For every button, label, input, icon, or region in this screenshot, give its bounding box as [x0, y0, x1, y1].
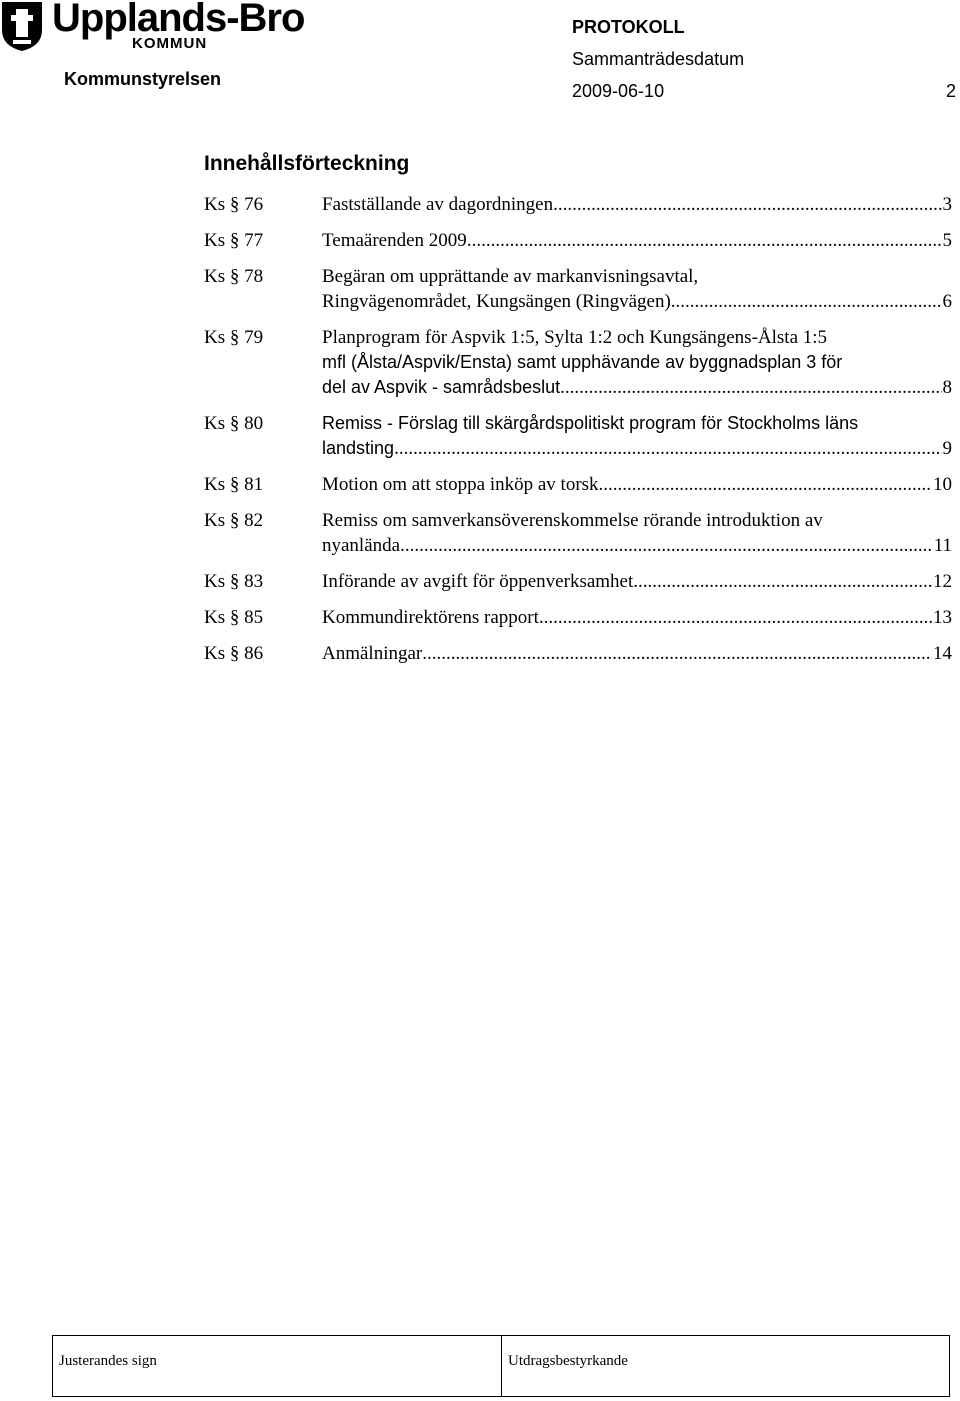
- toc-leader-dots: [633, 569, 932, 594]
- toc-section-number: Ks § 81: [204, 474, 264, 495]
- toc-section-number: Ks § 78: [204, 266, 264, 287]
- toc-entry-title-line: mfl (Ålsta/Aspvik/Ensta) samt upphävande av byggnadsplan 3 för: [322, 352, 843, 372]
- toc-entry[interactable]: [204, 228, 952, 253]
- footer-divider: [501, 1336, 502, 1396]
- toc-entry-title: del av Aspvik - samrådsbeslut: [322, 377, 561, 397]
- logo-subtitle: KOMMUN: [132, 35, 208, 52]
- toc-entry[interactable]: [204, 264, 952, 314]
- toc-entry-body: [322, 472, 952, 497]
- toc-page-number: 6: [942, 291, 952, 312]
- toc-entry-title-line: Begäran om upprättande av markanvisningsavtal,: [322, 266, 699, 287]
- toc-entry[interactable]: [204, 325, 952, 400]
- toc-entry-last-line: [322, 569, 952, 594]
- toc-entry-title: Motion om att stoppa inköp av torsk: [322, 474, 599, 495]
- toc-page-number: 9: [942, 438, 952, 459]
- toc-entry-title: Kommundirektörens rapport: [322, 607, 539, 628]
- coat-of-arms-icon: [0, 0, 44, 52]
- municipality-logo: [0, 0, 305, 56]
- document-type: PROTOKOLL: [572, 17, 685, 37]
- toc-page-number: 13: [933, 607, 952, 628]
- toc-entry-last-line: [322, 533, 952, 558]
- toc-entry-title: nyanlända: [322, 535, 401, 556]
- toc-entry-title: landsting: [322, 438, 395, 458]
- meeting-date: 2009-06-10: [572, 81, 665, 101]
- toc-page-number: 3: [942, 194, 952, 215]
- signature-footer: [52, 1335, 950, 1397]
- toc-section-number: Ks § 76: [204, 194, 264, 215]
- toc-entry[interactable]: [204, 411, 952, 461]
- toc-entry-last-line: [322, 228, 952, 253]
- toc-entry-title: Ringvägenområdet, Kungsängen (Ringvägen): [322, 291, 671, 312]
- toc-page-number: 8: [942, 377, 952, 398]
- toc-leader-dots: [599, 472, 932, 497]
- toc-entry-last-line: [322, 436, 952, 461]
- toc-leader-dots: [400, 533, 933, 558]
- toc-page-number: 14: [933, 643, 952, 664]
- toc-entry-body: [322, 264, 952, 314]
- meeting-date-label: Sammanträdesdatum: [572, 49, 745, 69]
- logo-wordmark: Upplands-Bro: [52, 0, 305, 40]
- toc-entry-body: [322, 228, 952, 253]
- toc-leader-dots: [422, 641, 932, 666]
- toc-entry-body: [322, 508, 952, 558]
- toc-leader-dots: [394, 436, 941, 461]
- toc-section-number: Ks § 80: [204, 413, 264, 434]
- toc-entry-last-line: [322, 375, 952, 400]
- toc-entry[interactable]: [204, 192, 952, 217]
- toc-entry-title: Fastställande av dagordningen: [322, 194, 554, 215]
- toc-leader-dots: [467, 228, 942, 253]
- toc-entry-body: [322, 325, 952, 400]
- toc-page-number: 10: [933, 474, 952, 495]
- toc-entry-title: Temaärenden 2009: [322, 230, 467, 251]
- toc-entry-body: [322, 605, 952, 630]
- toc-section-number: Ks § 85: [204, 607, 264, 628]
- toc-entry[interactable]: [204, 569, 952, 594]
- certification-label: Utdragsbestyrkande: [508, 1353, 628, 1369]
- department-name: Kommunstyrelsen: [64, 69, 222, 89]
- toc-entry-title-line: Remiss - Förslag till skärgårdspolitiskt program för Stockholms läns: [322, 413, 859, 433]
- table-of-contents: [204, 192, 952, 666]
- toc-entry[interactable]: [204, 641, 952, 666]
- toc-leader-dots: [671, 289, 942, 314]
- toc-entry-body: [322, 411, 952, 461]
- toc-entry-body: [322, 641, 952, 666]
- toc-entry-last-line: [322, 472, 952, 497]
- toc-section-number: Ks § 77: [204, 230, 264, 251]
- toc-section-number: Ks § 79: [204, 327, 264, 348]
- toc-page-number: 11: [933, 535, 952, 556]
- toc-leader-dots: [560, 375, 941, 400]
- toc-entry[interactable]: [204, 605, 952, 630]
- toc-section-number: Ks § 86: [204, 643, 264, 664]
- toc-entry-body: [322, 192, 952, 217]
- toc-section-number: Ks § 82: [204, 510, 264, 531]
- page-number: 2: [945, 81, 956, 101]
- toc-section-number: Ks § 83: [204, 571, 264, 592]
- toc-entry-last-line: [322, 192, 952, 217]
- toc-entry-body: [322, 569, 952, 594]
- toc-entry-title: Införande av avgift för öppenverksamhet: [322, 571, 634, 592]
- toc-entry[interactable]: [204, 508, 952, 558]
- toc-page-number: 12: [933, 571, 952, 592]
- toc-entry-last-line: [322, 605, 952, 630]
- toc-entry[interactable]: [204, 472, 952, 497]
- toc-entry-title: Anmälningar: [322, 643, 423, 664]
- toc-entry-last-line: [322, 289, 952, 314]
- page-title: Innehållsförteckning: [204, 152, 410, 175]
- signature-label: Justerandes sign: [59, 1353, 157, 1369]
- toc-page-number: 5: [942, 230, 952, 251]
- toc-entry-title-line: Remiss om samverkansöverenskommelse rörande introduktion av: [322, 510, 823, 531]
- toc-entry-title-line: Planprogram för Aspvik 1:5, Sylta 1:2 och Kungsängens-Ålsta 1:5: [322, 327, 828, 348]
- toc-leader-dots: [553, 192, 941, 217]
- toc-leader-dots: [539, 605, 932, 630]
- toc-entry-last-line: [322, 641, 952, 666]
